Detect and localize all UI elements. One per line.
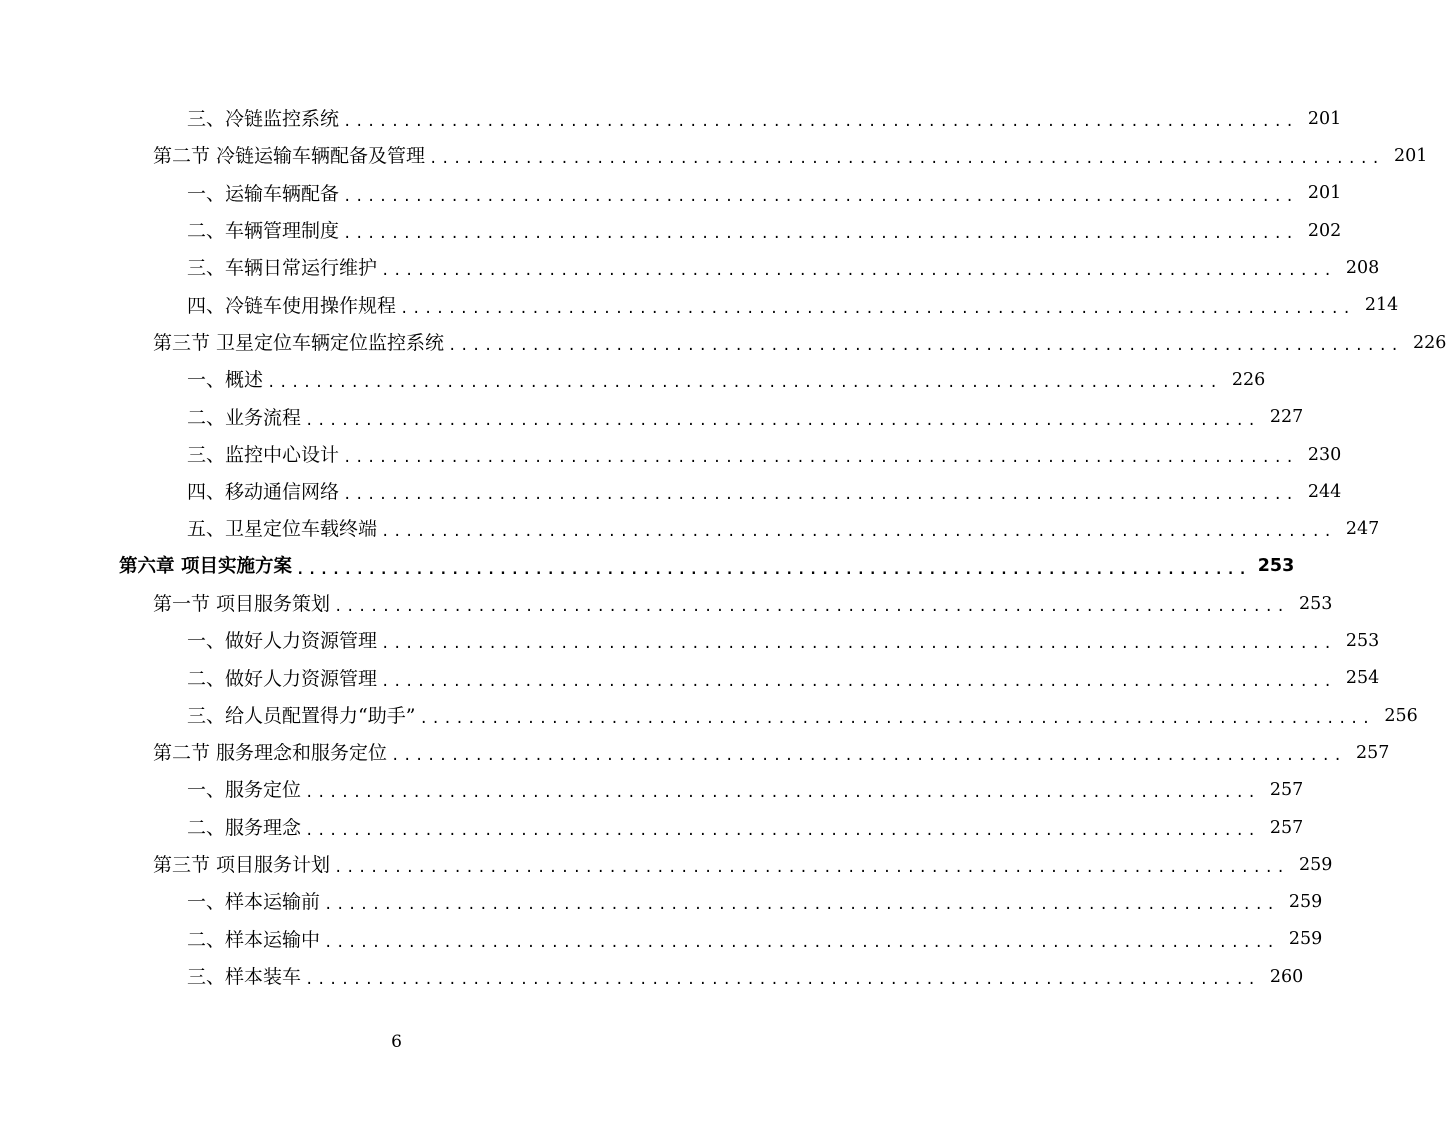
- toc-entry-page-number: 253: [1257, 556, 1295, 577]
- toc-dot-leader: ................................................................................: [448, 337, 1403, 354]
- toc-entry-page-number: 253: [1345, 631, 1380, 652]
- toc-entry-label: 三、冷链监控系统: [187, 108, 340, 131]
- toc-entry-label: 一、运输车辆配备: [187, 182, 340, 205]
- toc-subsection-entry[interactable]: [0, 437, 1342, 474]
- toc-entry-page-number: 208: [1345, 258, 1380, 279]
- toc-entry-label: 第三节 项目服务计划: [153, 854, 331, 877]
- toc-subsection-entry[interactable]: [0, 922, 1323, 959]
- toc-dot-leader: ................................................................................: [381, 524, 1336, 541]
- toc-dot-leader: ................................................................................: [381, 673, 1336, 690]
- toc-section-entry[interactable]: [0, 325, 1446, 362]
- toc-dot-leader: ................................................................................: [305, 785, 1260, 802]
- toc-subsection-entry[interactable]: [0, 810, 1304, 847]
- toc-entry-label: 二、做好人力资源管理: [187, 667, 378, 690]
- toc-dot-leader: ................................................................................: [324, 897, 1279, 914]
- toc-entry-page-number: 201: [1307, 108, 1342, 129]
- toc-entry-label: 第三节 卫星定位车辆定位监控系统: [153, 331, 445, 354]
- toc-dot-leader: ................................................................................: [295, 561, 1251, 578]
- toc-chapter-entry[interactable]: [0, 549, 1295, 586]
- toc-entry-page-number: 257: [1269, 817, 1304, 838]
- toc-entry-page-number: 253: [1298, 593, 1333, 614]
- toc-subsection-entry[interactable]: [0, 399, 1304, 436]
- toc-dot-leader: ................................................................................: [343, 487, 1298, 504]
- toc-subsection-entry[interactable]: [0, 623, 1380, 660]
- toc-section-entry[interactable]: [0, 735, 1390, 772]
- toc-entry-page-number: 227: [1269, 407, 1304, 428]
- toc-entry-label: 一、做好人力资源管理: [187, 630, 378, 653]
- toc-entry-label: 二、样本运输中: [187, 928, 321, 951]
- toc-entry-page-number: 254: [1345, 668, 1380, 689]
- toc-entry-label: 三、车辆日常运行维护: [187, 257, 378, 280]
- toc-dot-leader: ................................................................................: [334, 860, 1289, 877]
- toc-entry-page-number: 244: [1307, 481, 1342, 502]
- toc-dot-leader: ................................................................................: [343, 449, 1298, 466]
- toc-entry-label: 一、服务定位: [187, 779, 302, 802]
- table-of-contents: [0, 101, 1446, 996]
- toc-subsection-entry[interactable]: [0, 660, 1380, 697]
- toc-dot-leader: ................................................................................: [267, 375, 1222, 392]
- toc-dot-leader: ................................................................................: [343, 226, 1298, 243]
- toc-entry-page-number: 260: [1269, 966, 1304, 987]
- toc-subsection-entry[interactable]: [0, 772, 1304, 809]
- toc-subsection-entry[interactable]: [0, 884, 1323, 921]
- toc-subsection-entry[interactable]: [0, 511, 1380, 548]
- toc-entry-label: 第一节 项目服务策划: [153, 593, 331, 615]
- toc-entry-label: 四、移动通信网络: [187, 481, 340, 504]
- toc-entry-page-number: 202: [1307, 220, 1342, 241]
- toc-entry-label: 一、概述: [187, 369, 264, 392]
- toc-subsection-entry[interactable]: [0, 959, 1304, 996]
- toc-entry-label: 三、监控中心设计: [187, 443, 340, 466]
- toc-dot-leader: ................................................................................: [305, 412, 1260, 429]
- toc-dot-leader: ................................................................................: [343, 114, 1298, 131]
- toc-dot-leader: ................................................................................: [305, 822, 1260, 839]
- toc-dot-leader: ................................................................................: [381, 263, 1336, 280]
- toc-subsection-entry[interactable]: [0, 176, 1342, 213]
- toc-entry-page-number: 230: [1307, 444, 1342, 465]
- toc-entry-page-number: 226: [1231, 369, 1266, 390]
- toc-entry-page-number: 214: [1364, 295, 1399, 316]
- toc-entry-page-number: 259: [1288, 929, 1323, 950]
- toc-subsection-entry[interactable]: [0, 362, 1266, 399]
- page-number: 6: [391, 1032, 402, 1052]
- toc-entry-page-number: 226: [1412, 332, 1446, 353]
- toc-dot-leader: ................................................................................: [391, 748, 1346, 765]
- toc-subsection-entry[interactable]: [0, 474, 1342, 511]
- toc-entry-page-number: 201: [1307, 183, 1342, 204]
- toc-entry-page-number: 257: [1269, 780, 1304, 801]
- toc-entry-page-number: 257: [1355, 742, 1390, 763]
- toc-entry-label: 二、车辆管理制度: [187, 220, 340, 243]
- toc-entry-label: 二、业务流程: [187, 406, 302, 429]
- toc-dot-leader: ................................................................................: [324, 934, 1279, 951]
- toc-entry-page-number: 259: [1288, 892, 1323, 913]
- toc-section-entry[interactable]: [0, 138, 1428, 175]
- toc-entry-label: 二、服务理念: [187, 816, 302, 839]
- toc-dot-leader: ................................................................................: [343, 188, 1298, 205]
- toc-entry-label: 一、样本运输前: [187, 891, 321, 914]
- toc-dot-leader: ................................................................................: [305, 971, 1260, 988]
- toc-subsection-entry[interactable]: [0, 698, 1418, 735]
- toc-dot-leader: ................................................................................: [381, 636, 1336, 653]
- toc-section-entry[interactable]: [0, 586, 1333, 623]
- toc-dot-leader: ................................................................................: [429, 151, 1384, 168]
- toc-dot-leader: ................................................................................: [400, 300, 1355, 317]
- toc-dot-leader: ................................................................................: [419, 710, 1374, 727]
- toc-entry-label: 第二节 冷链运输车辆配备及管理: [153, 145, 426, 168]
- toc-subsection-entry[interactable]: [0, 250, 1380, 287]
- toc-entry-label: 四、冷链车使用操作规程: [187, 294, 397, 317]
- toc-entry-page-number: 247: [1345, 519, 1380, 540]
- toc-entry-label: 三、给人员配置得力“助手”: [187, 704, 416, 727]
- toc-subsection-entry[interactable]: [0, 287, 1399, 324]
- toc-section-entry[interactable]: [0, 847, 1333, 884]
- toc-subsection-entry[interactable]: [0, 101, 1342, 138]
- toc-entry-page-number: 259: [1298, 854, 1333, 875]
- toc-entry-label: 第二节 服务理念和服务定位: [153, 742, 388, 765]
- toc-dot-leader: ................................................................................: [334, 599, 1289, 615]
- toc-entry-label: 三、样本装车: [187, 965, 302, 988]
- toc-entry-label: 第六章 项目实施方案: [119, 555, 292, 577]
- toc-entry-page-number: 256: [1384, 705, 1418, 726]
- toc-subsection-entry[interactable]: [0, 213, 1342, 250]
- toc-entry-label: 五、卫星定位车载终端: [187, 518, 378, 541]
- toc-entry-page-number: 201: [1393, 146, 1428, 167]
